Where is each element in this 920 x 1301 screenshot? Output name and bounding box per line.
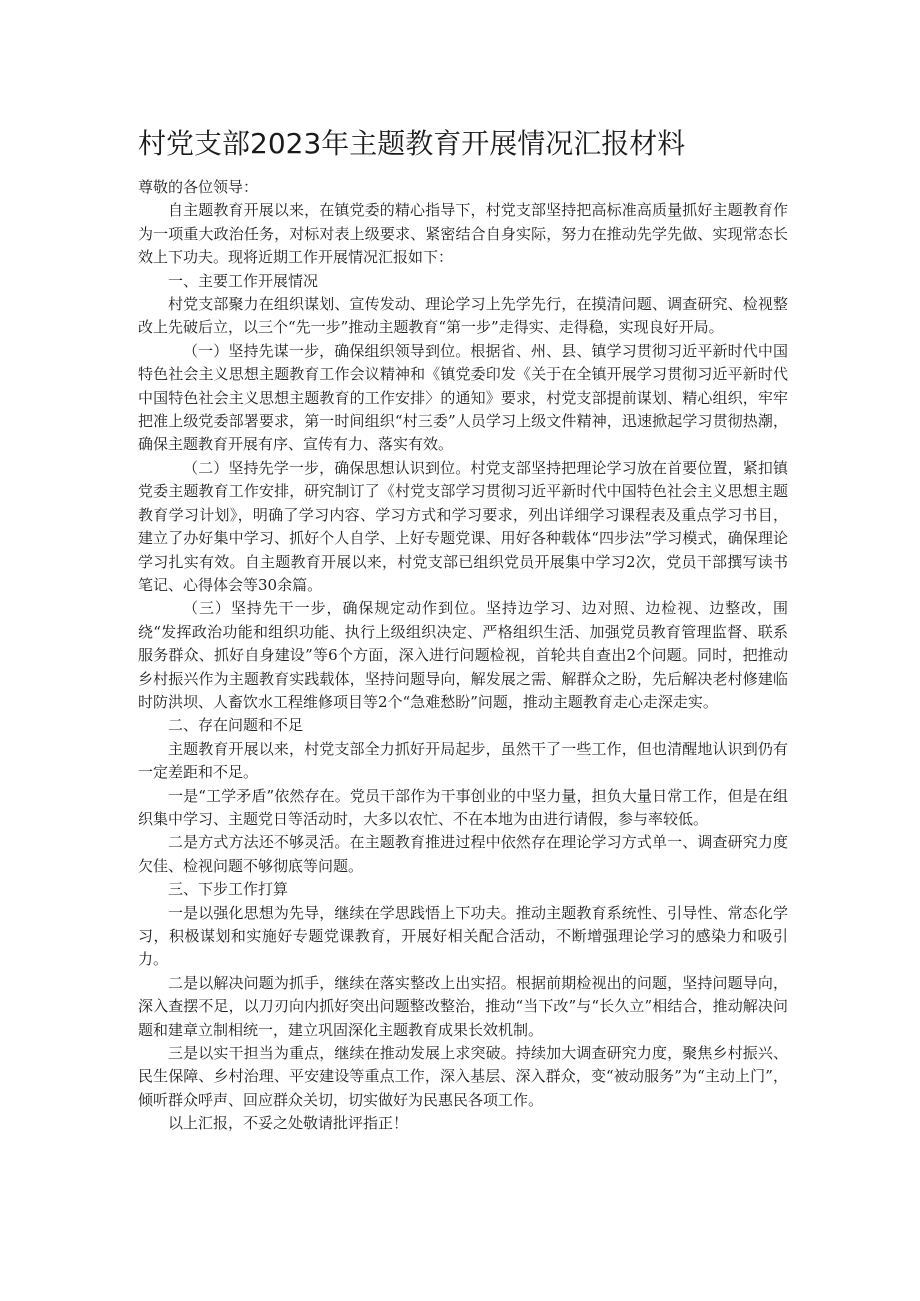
section-problems-intro: 主题教育开展以来，村党支部全力抓好开局起步，虽然干了一些工作，但也清醒地认识到仍有一定差距和不足。 [138, 739, 788, 782]
plan-item-3: 三是以实干担当为重点，继续在推动发展上求突破。持续加大调查研究力度，聚焦乡村振兴、民生保障、乡村治理、平安建设等重点工作，深入基层、深入群众，变“被动服务”为“主动上门”，倾听群众呼声、回应群众关切，切实做好为民惠民各项工作。 [138, 1044, 788, 1109]
work-item-2: （二）坚持先学一步，确保思想认识到位。村党支部坚持把理论学习放在首要位置，紧扣镇党委主题教育工作安排，研究制订了《村党支部学习贯彻习近平新时代中国特色社会主义思想主题教育学习计划》，明确了学习内容、学习方式和学习要求，列出详细学习课程表及重点学习书目，建立了办好集中学习、抓好个人自学、上好专题党课、用好各种载体“四步法”学习模式，确保理论学习扎实有效。自主题教育开展以来，村党支部已组织党员开展集中学习2次，党员干部撰写读书笔记、心得体会等30余篇。 [138, 458, 788, 594]
problem-item-1: 一是“工学矛盾”依然存在。党员干部作为干事创业的中坚力量，担负大量日常工作，但是在组织集中学习、主题党日等活动时，大多以农忙、不在本地为由进行请假，参与率较低。 [138, 786, 788, 828]
work-item-1: （一）坚持先谋一步，确保组织领导到位。根据省、州、县、镇学习贯彻习近平新时代中国特色社会主义思想主题教育工作会议精神和《镇党委印发《关于在全镇开展学习贯彻习近平新时代中国特色社会主义思想主题教育的工作安排〉的通知》要求，村党支部提前谋划、精心组织，牢牢把准上级党委部署要求，第一时间组织“村三委”人员学习上级文件精神，迅速掀起学习贯彻热潮，确保主题教育开展有序、宣传有力、落实有效。 [138, 341, 788, 454]
closing-line: 以上汇报，不妥之处敬请批评指正！ [168, 1114, 409, 1133]
salutation: 尊敬的各位领导： [138, 178, 259, 196]
section-heading-work: 一、主要工作开展情况 [168, 271, 319, 290]
plan-item-1: 一是以强化思想为先导，继续在学思践悟上下功夫。推动主题教育系统性、引导性、常态化学习，积极谋划和实施好专题党课教育，开展好相关配合活动，不断增强理论学习的感染力和吸引力。 [138, 903, 788, 969]
problem-item-2: 二是方式方法还不够灵活。在主题教育推进过程中依然存在理论学习方式单一、调查研究力度欠佳、检视问题不够彻底等问题。 [138, 833, 788, 875]
plan-item-2: 二是以解决问题为抓手，继续在落实整改上出实招。根据前期检视出的问题，坚持问题导向，深入查摆不足，以刀刃向内抓好突出问题整改整治，推动“当下改”与“长久立”相结合，推动解决问题和建章立制相统一，建立巩固深化主题教育成果长效机制。 [138, 973, 788, 1039]
work-item-3: （三）坚持先干一步，确保规定动作到位。坚持边学习、边对照、边检视、边整改，围绕“发挥政治功能和组织功能、执行上级组织决定、严格组织生活、加强党员教育管理监督、联系服务群众、抓好自身建设”等6个方面，深入进行问题检视，首轮共自查出2个问题。同时，把推动乡村振兴作为主题教育实践载体，坚持问题导向，解发展之需、解群众之盼，先后解决老村修建临时防洪坝、人畜饮水工程维修项目等2个“急难愁盼”问题，推动主题教育走心走深走实。 [138, 599, 788, 711]
section-work-intro: 村党支部聚力在组织谋划、宣传发动、理论学习上先学先行，在摸清问题、调查研究、检视整改上先破后立，以三个“先一步”推动主题教育“第一步”走得实、走得稳，实现良好开局。 [138, 295, 788, 337]
document-title: 村党支部2023年主题教育开展情况汇报材料 [138, 127, 686, 160]
section-heading-problems: 二、存在问题和不足 [168, 716, 304, 735]
intro-paragraph: 自主题教育开展以来，在镇党委的精心指导下，村党支部坚持把高标准高质量抓好主题教育作为一项重大政治任务，对标对表上级要求、紧密结合自身实际，努力在推动先学先做、实现常态长效上下功夫。现将近期工作开展情况汇报如下： [138, 201, 788, 267]
section-heading-plans: 三、下步工作打算 [168, 880, 289, 899]
document-body [138, 176, 788, 1136]
